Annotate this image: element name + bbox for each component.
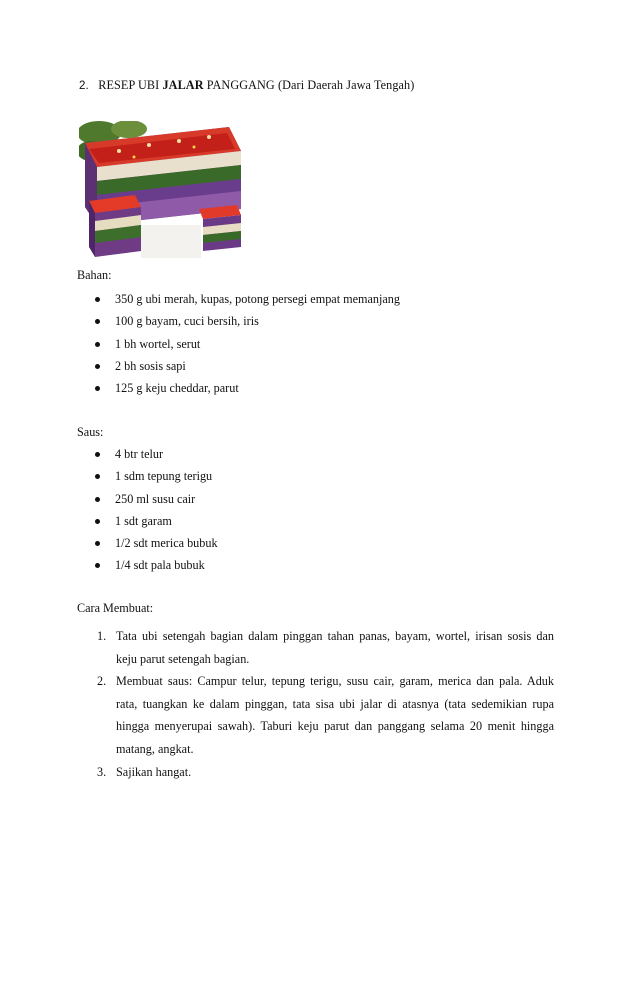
step-item [0, 761, 554, 784]
recipe-title-pre: RESEP UBI [98, 78, 160, 92]
step-number: 3. [97, 764, 107, 779]
recipe-number: 2. [79, 80, 89, 92]
recipe-title-bold: JALAR [162, 78, 204, 92]
recipe-title [79, 78, 414, 93]
step-item [0, 625, 554, 670]
bullet-icon [95, 541, 100, 546]
method-steps [0, 625, 554, 783]
step-text: Sajikan hangat. [116, 764, 192, 779]
bullet-icon [95, 319, 100, 324]
step-number: 2. [97, 674, 107, 689]
baked-sweet-potato-photo [79, 121, 241, 258]
bullet-icon [95, 519, 100, 524]
bullet-icon [95, 297, 100, 302]
bullet-icon [95, 452, 100, 457]
method-label: Cara Membuat: [77, 601, 154, 615]
bullet-icon [95, 386, 100, 391]
bullet-icon [95, 474, 100, 479]
bullet-icon [95, 497, 100, 502]
document-page: 2. RESEP UBI JALAR PANGGANG (Dari Daerah Jawa Tengah) Bahan: 350 g ubi merah, kupas, potong persegi empat memanjang 100 g bayam, cuci bersih, iris 1 bh wortel, serut 2 bh sosis sapi 125 g keju cheddar, parut Saus: 4 btr telur 1 sdm tepung terigu 250 ml susu cair 1 sdt garam 1/2 sdt merica bubuk 1/4 sdt pala bubuk Cara Membuat: 1. Tata ubi setengah bagian dalam pinggan tahan panas, bayam, wortel, irisan sosis dan keju parut setengah bagian. 2. Membuat saus: Campur telur, tepung terigu, susu cair, garam, merica dan pala. Aduk rata, tuangkan ke dalam pinggan, tata sisa ubi jalar di atasnya (tata sedemikian rupa hingga menyerupai sawah). Taburi keju parut dan panggang selama 20 menit hingga matang, angkat. 3. Sajikan hangat. [0, 0, 638, 1002]
recipe-title-post: PANGGANG (Dari Daerah Jawa Tengah) [206, 78, 415, 92]
bullet-icon [95, 563, 100, 568]
bullet-icon [95, 342, 100, 347]
step-item [0, 670, 554, 760]
step-text: Tata ubi setengah bagian dalam pinggan tahan panas, bayam, wortel, irisan sosis dan keju parut setengah bagian. [116, 629, 554, 666]
sauce-label: Saus: [77, 425, 104, 439]
step-number: 1. [97, 629, 107, 643]
bullet-icon [95, 364, 100, 369]
ingredients-label: Bahan: [77, 268, 112, 282]
step-text: Membuat saus: Campur telur, tepung terigu, susu cair, garam, merica dan pala. Aduk rata, tuangkan ke dalam pinggan, tata sisa ubi jalar di atasnya (tata sedemikian rupa hingga menyerupai sawah). Taburi keju parut dan panggang selama 20 menit hingga matang, angkat. [116, 674, 554, 756]
